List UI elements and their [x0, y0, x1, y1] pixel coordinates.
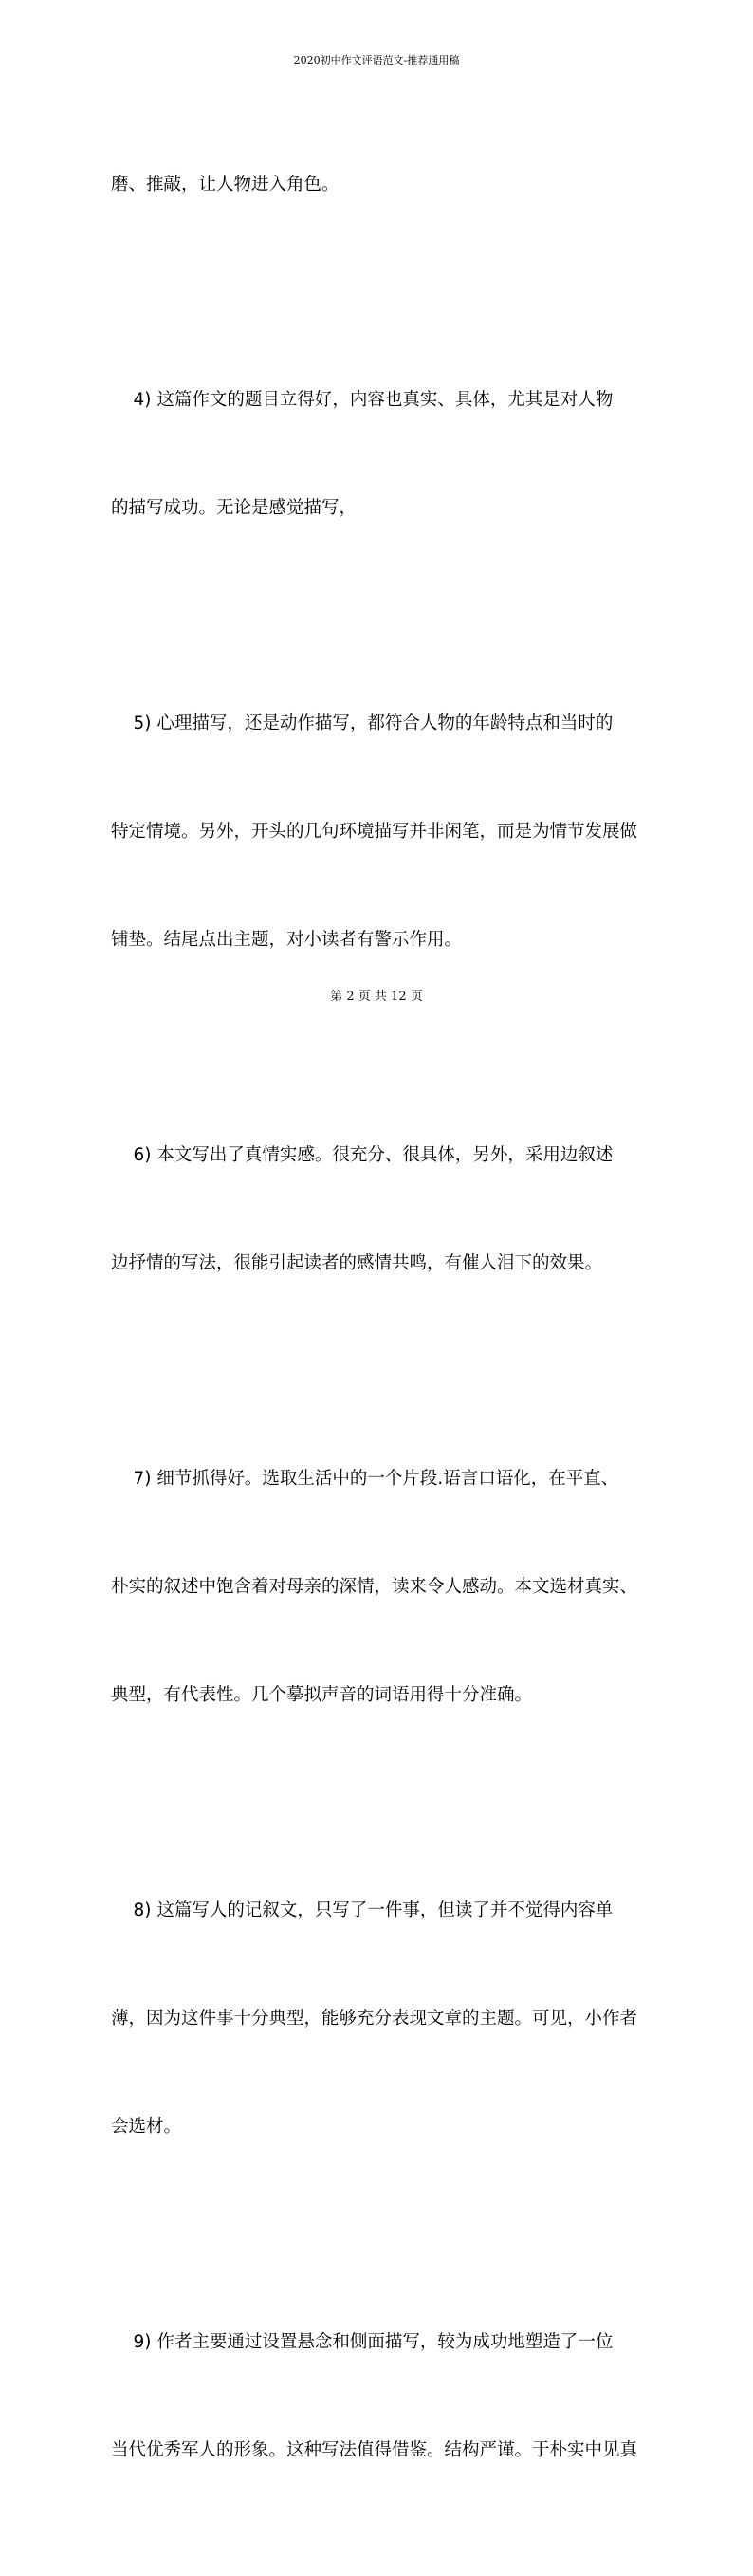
text-line: 铺垫。结尾点出主题，对小读者有警示作用。 — [111, 930, 463, 950]
text-line: 9) 作者主要通过设置悬念和侧面描写，较为成功地塑造了一位 — [111, 2332, 614, 2352]
text-line: 5) 心理描写，还是动作描写，都符合人物的年龄特点和当时的 — [111, 713, 614, 733]
text-line: 特定情境。另外，开头的几句环境描写并非闲笔，而是为情节发展做 — [111, 822, 638, 842]
paragraph-8 — [111, 1821, 647, 2217]
text-line: 当代优秀军人的形象。这种写法值得借鉴。结构严谨。于朴实中见真 — [111, 2440, 638, 2460]
text-line: 磨、推敲，让人物进入角色。 — [111, 175, 340, 195]
text-line: 6) 本文写出了真情实感。很充分、很具体，另外，采用边叙述 — [111, 1145, 614, 1165]
paragraph-4 — [111, 310, 647, 599]
text-line: 朴实的叙述中饱含着对母亲的深情，读来令人感动。本文选材真实、 — [111, 1577, 638, 1597]
text-line: 的描写成功。无论是感觉描写， — [111, 498, 358, 518]
paragraph-6 — [111, 1066, 647, 1354]
text-line: 7) 细节抓得好。选取生活中的一个片段.语言口语化，在平直、 — [111, 1469, 619, 1489]
text-line: 薄，因为这件事十分典型，能够充分表现文章的主题。可见，小作者 — [111, 2009, 638, 2029]
text-line: 4) 这篇作文的题目立得好，内容也真实、具体，尤其是对人物 — [111, 390, 614, 410]
document-body — [111, 95, 647, 2576]
paragraph-5 — [111, 634, 647, 1030]
paragraph-0 — [111, 95, 647, 275]
text-line: 典型，有代表性。几个摹拟声音的词语用得十分准确。 — [111, 1685, 533, 1705]
text-line: 8) 这篇写人的记叙文，只写了一件事，但读了并不觉得内容单 — [111, 1900, 614, 1920]
page-header: 2020初中作文评语范文-推荐通用稿 — [293, 54, 460, 66]
page-footer: 第 2 页 共 12 页 — [330, 990, 423, 1004]
text-line: 边抒情的写法，很能引起读者的感情共鸣，有催人泪下的效果。 — [111, 1253, 603, 1273]
paragraph-9 — [111, 2252, 647, 2541]
paragraph-7 — [111, 1389, 647, 1786]
text-line: 会选材。 — [111, 2117, 182, 2137]
